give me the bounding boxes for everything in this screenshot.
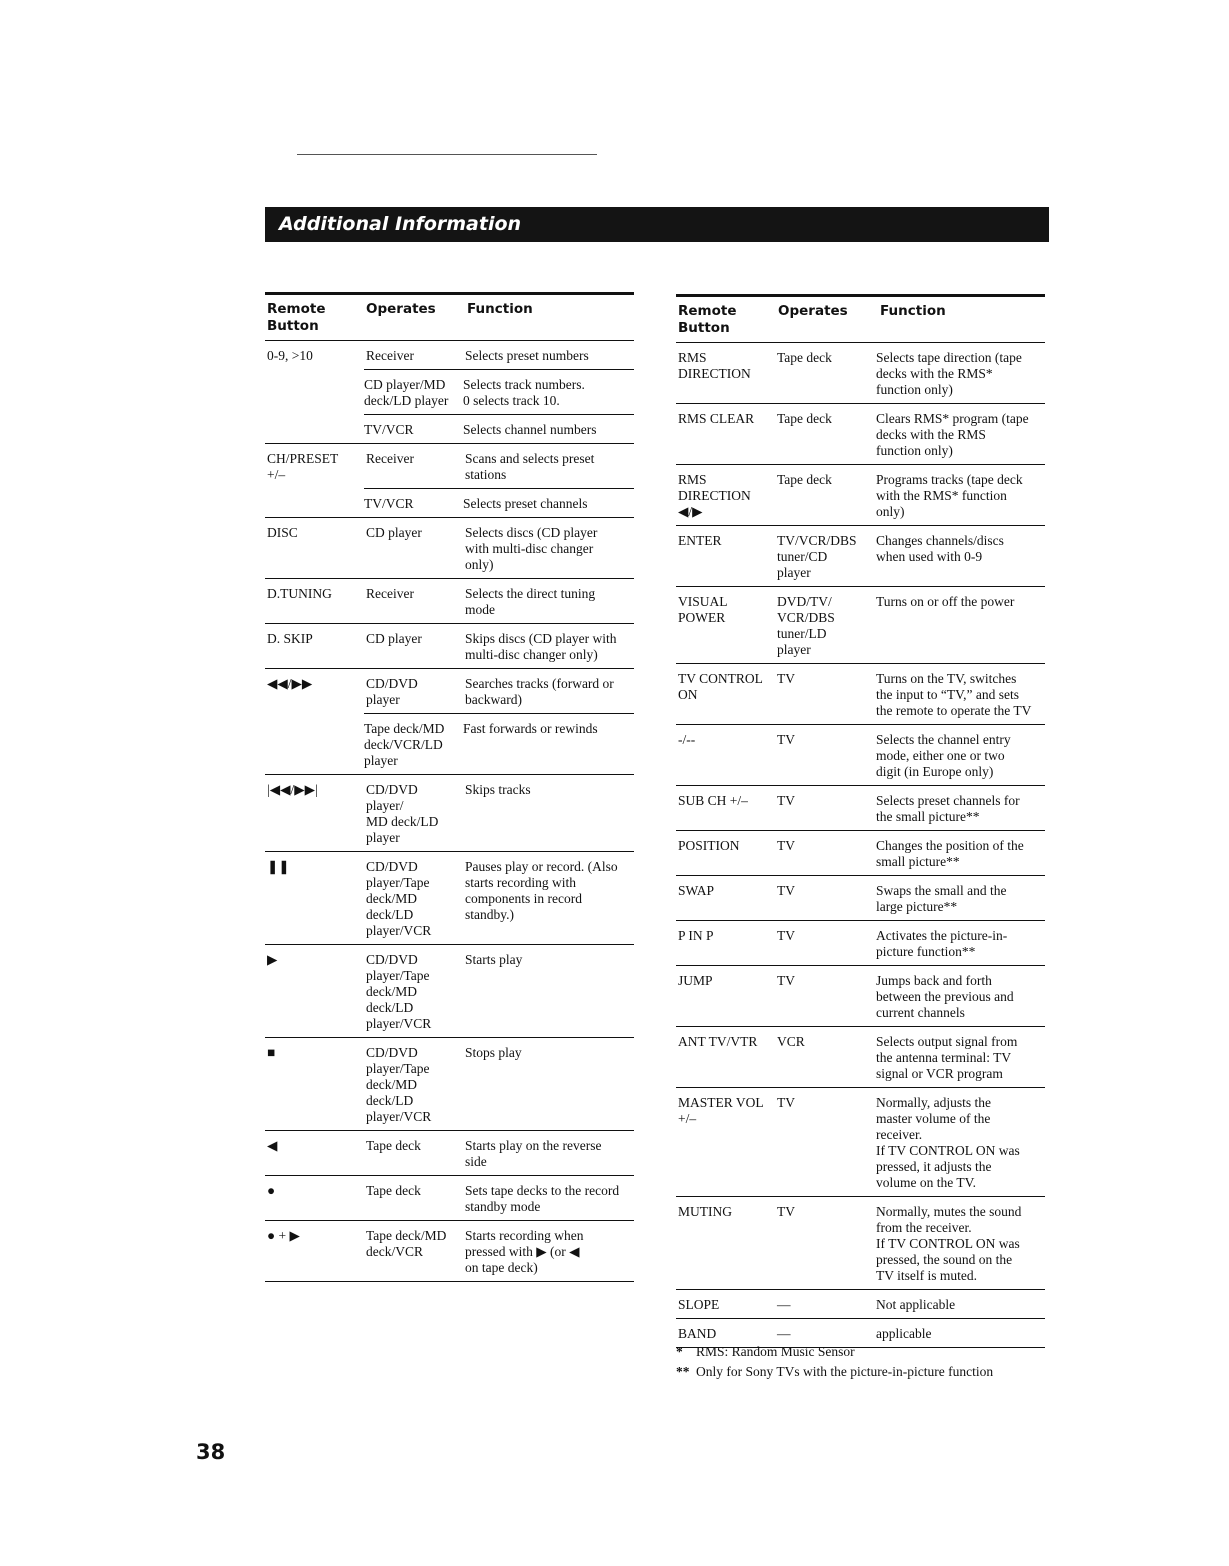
header-remote-button: Remote Button — [678, 303, 737, 336]
operates-cell: TV — [777, 671, 795, 686]
remote-button-name: SUB CH +/– — [678, 793, 748, 808]
function-cell: Normally, adjusts the master volume of the receiver. If TV CONTROL ON was pressed, it adjusts the volume on the TV. — [876, 1095, 1020, 1190]
table-row — [265, 579, 634, 623]
operates-cell: TV/VCR/DBS tuner/CD player — [777, 533, 857, 580]
function-cell: Normally, mutes the sound from the receiver. If TV CONTROL ON was pressed, the sound on the TV itself is muted. — [876, 1204, 1022, 1283]
table-row — [676, 966, 1045, 1026]
table-row — [676, 1197, 1045, 1289]
table-row — [676, 587, 1045, 663]
table-row — [265, 341, 634, 369]
remote-button-name: ❚❚ — [267, 859, 290, 874]
footnote-mark: ** — [676, 1364, 690, 1379]
function-cell: Searches tracks (forward or backward) — [465, 676, 614, 707]
operates-cell: CD/DVD player/ MD deck/LD player — [366, 782, 439, 845]
function-cell: Selects discs (CD player with multi-disc changer only) — [465, 525, 598, 572]
table-row — [676, 786, 1045, 830]
operates-cell: Tape deck — [777, 411, 832, 426]
remote-button-name: ■ — [267, 1045, 276, 1060]
footnote-text: RMS: Random Music Sensor — [696, 1344, 855, 1359]
function-cell: Stops play — [465, 1045, 522, 1060]
remote-button-name: |◀◀/▶▶| — [267, 782, 318, 797]
remote-button-name: ANT TV/VTR — [678, 1034, 758, 1049]
remote-button-name: D. SKIP — [267, 631, 313, 646]
table-row-group — [265, 518, 634, 579]
table-row-group — [676, 404, 1045, 465]
section-banner: Additional Information — [265, 207, 1049, 242]
function-cell: Scans and selects preset stations — [465, 451, 595, 482]
header-function: Function — [467, 301, 533, 317]
remote-table-left — [265, 292, 634, 1282]
function-cell: Skips tracks — [465, 782, 531, 797]
function-cell: Skips discs (CD player with multi-disc changer only) — [465, 631, 617, 662]
operates-cell: DVD/TV/ VCR/DBS tuner/LD player — [777, 594, 835, 657]
function-cell: Programs tracks (tape deck with the RMS* function only) — [876, 472, 1023, 519]
operates-cell: TV — [777, 1204, 795, 1219]
table-row-group — [265, 775, 634, 852]
operates-cell: Receiver — [366, 348, 414, 363]
table-row-group — [265, 1131, 634, 1176]
table-row-group — [676, 526, 1045, 587]
table-row-group — [265, 624, 634, 669]
table-row — [265, 1176, 634, 1220]
table-row — [364, 713, 634, 774]
table-row-group — [676, 587, 1045, 664]
table-row-group — [265, 444, 634, 518]
remote-button-name: ● + ▶ — [267, 1228, 300, 1243]
remote-button-name: ◀ — [267, 1138, 278, 1153]
function-cell: Fast forwards or rewinds — [463, 721, 598, 736]
operates-cell: Receiver — [366, 451, 414, 466]
remote-button-name: ◀◀/▶▶ — [267, 676, 313, 691]
table-row-group — [676, 1027, 1045, 1088]
table-row-group — [265, 669, 634, 775]
operates-cell: — — [777, 1326, 791, 1341]
table-row — [265, 444, 634, 488]
remote-button-name: D.TUNING — [267, 586, 332, 601]
remote-button-name: TV CONTROL ON — [678, 671, 763, 702]
table-row — [676, 1088, 1045, 1196]
operates-cell: CD/DVD player/Tape deck/MD deck/LD player/VCR — [366, 1045, 432, 1124]
table-row-group — [676, 465, 1045, 526]
table-row-group — [265, 1176, 634, 1221]
table-row-group — [676, 1088, 1045, 1197]
function-cell: Not applicable — [876, 1297, 956, 1312]
remote-button-name: ● — [267, 1183, 276, 1198]
operates-cell: TV — [777, 928, 795, 943]
function-cell: Activates the picture-in- picture function** — [876, 928, 1008, 959]
header-operates: Operates — [778, 303, 848, 319]
function-cell: Changes channels/discs when used with 0-9 — [876, 533, 1004, 564]
table-row — [265, 518, 634, 578]
operates-cell: TV/VCR — [364, 496, 414, 511]
header-remote-button: Remote Button — [267, 301, 326, 334]
table-row-group — [265, 1038, 634, 1131]
table-row — [676, 343, 1045, 403]
function-cell: Selects preset numbers — [465, 348, 589, 363]
remote-button-name: 0-9, >10 — [267, 348, 313, 363]
table-header — [265, 292, 634, 341]
remote-button-name: P IN P — [678, 928, 714, 943]
operates-cell: Tape deck — [366, 1138, 421, 1153]
function-cell: Clears RMS* program (tape decks with the RMS function only) — [876, 411, 1029, 458]
function-cell: Selects track numbers. 0 selects track 10. — [463, 377, 585, 408]
table-row-group — [265, 852, 634, 945]
remote-button-name: JUMP — [678, 973, 713, 988]
footnote-text: Only for Sony TVs with the picture-in-picture function — [696, 1364, 994, 1379]
table-row-group — [676, 831, 1045, 876]
table-row — [265, 1131, 634, 1175]
header-function: Function — [880, 303, 946, 319]
table-row — [265, 1038, 634, 1130]
function-cell: Jumps back and forth between the previous and current channels — [876, 973, 1014, 1020]
operates-cell: TV — [777, 973, 795, 988]
footnote — [676, 1362, 993, 1382]
table-row-group — [676, 725, 1045, 786]
table-row-group — [265, 341, 634, 444]
operates-cell: TV/VCR — [364, 422, 414, 437]
function-cell: Starts play on the reverse side — [465, 1138, 602, 1169]
table-row-group — [676, 664, 1045, 725]
operates-cell: Tape deck — [777, 350, 832, 365]
function-cell: Starts recording when pressed with ▶ (or ◀ on tape deck) — [465, 1228, 584, 1275]
table-row-group — [676, 966, 1045, 1027]
page-number: 38 — [196, 1440, 226, 1464]
function-cell: Pauses play or record. (Also starts recording with components in record standby.) — [465, 859, 618, 922]
function-cell: Turns on or off the power — [876, 594, 1015, 609]
operates-cell: CD/DVD player — [366, 676, 418, 707]
table-row — [265, 624, 634, 668]
remote-button-name: ▶ — [267, 952, 278, 967]
operates-cell: CD player — [366, 525, 422, 540]
table-row — [676, 831, 1045, 875]
table-row — [364, 414, 634, 443]
remote-button-name: DISC — [267, 525, 298, 540]
remote-button-name: CH/PRESET +/– — [267, 451, 339, 482]
operates-cell: TV — [777, 732, 795, 747]
remote-button-name: SLOPE — [678, 1297, 720, 1312]
operates-cell: Tape deck/MD deck/VCR/LD player — [364, 721, 445, 768]
operates-cell: Receiver — [366, 586, 414, 601]
table-row — [265, 775, 634, 851]
table-row-group — [265, 1221, 634, 1282]
operates-cell: TV — [777, 883, 795, 898]
operates-cell: CD/DVD player/Tape deck/MD deck/LD player/VCR — [366, 952, 432, 1031]
remote-button-name: POSITION — [678, 838, 740, 853]
table-row-group — [676, 1290, 1045, 1319]
remote-table-right — [676, 294, 1045, 1348]
function-cell: Selects output signal from the antenna terminal: TV signal or VCR program — [876, 1034, 1018, 1081]
table-row-group — [265, 579, 634, 624]
remote-button-name: MUTING — [678, 1204, 732, 1219]
table-row — [364, 488, 634, 517]
remote-button-name: -/-- — [678, 732, 696, 747]
remote-button-name: RMS CLEAR — [678, 411, 755, 426]
table-row — [364, 369, 634, 414]
function-cell: Starts play — [465, 952, 523, 967]
operates-cell: VCR — [777, 1034, 805, 1049]
remote-button-name: SWAP — [678, 883, 715, 898]
table-row — [265, 852, 634, 944]
table-row — [265, 1221, 634, 1281]
table-row — [676, 526, 1045, 586]
function-cell: Selects the channel entry mode, either one or two digit (in Europe only) — [876, 732, 1011, 779]
top-rule — [297, 154, 597, 155]
operates-cell: — — [777, 1297, 791, 1312]
remote-button-name: RMS DIRECTION ◀/▶ — [678, 472, 751, 519]
table-row — [676, 465, 1045, 525]
footnote-mark: * — [676, 1344, 683, 1359]
table-header — [676, 294, 1045, 343]
function-cell: Selects channel numbers — [463, 422, 597, 437]
function-cell: Turns on the TV, switches the input to “TV,” and sets the remote to operate the TV — [876, 671, 1032, 718]
remote-button-name: VISUAL POWER — [678, 594, 728, 625]
function-cell: Swaps the small and the large picture** — [876, 883, 1007, 914]
function-cell: Selects preset channels — [463, 496, 588, 511]
table-row — [265, 945, 634, 1037]
table-row-group — [676, 921, 1045, 966]
table-row-group — [676, 1197, 1045, 1290]
table-row — [676, 664, 1045, 724]
operates-cell: TV — [777, 793, 795, 808]
function-cell: Sets tape decks to the record standby mode — [465, 1183, 620, 1214]
function-cell: applicable — [876, 1326, 932, 1341]
table-row-group — [676, 343, 1045, 404]
remote-button-name: RMS DIRECTION — [678, 350, 751, 381]
table-row — [676, 1027, 1045, 1087]
operates-cell: TV — [777, 838, 795, 853]
table-row — [676, 921, 1045, 965]
table-row-group — [676, 786, 1045, 831]
operates-cell: CD/DVD player/Tape deck/MD deck/LD player/VCR — [366, 859, 432, 938]
remote-button-name: BAND — [678, 1326, 717, 1341]
table-row — [265, 669, 634, 713]
remote-button-name: ENTER — [678, 533, 722, 548]
table-row — [676, 725, 1045, 785]
footnote — [676, 1342, 855, 1362]
operates-cell: TV — [777, 1095, 795, 1110]
operates-cell: Tape deck — [777, 472, 832, 487]
operates-cell: CD player — [366, 631, 422, 646]
function-cell: Selects preset channels for the small picture** — [876, 793, 1020, 824]
table-row-group — [265, 945, 634, 1038]
function-cell: Changes the position of the small picture** — [876, 838, 1024, 869]
table-row — [676, 876, 1045, 920]
operates-cell: Tape deck — [366, 1183, 421, 1198]
table-row — [676, 404, 1045, 464]
table-row — [676, 1290, 1045, 1318]
function-cell: Selects the direct tuning mode — [465, 586, 596, 617]
operates-cell: CD player/MD deck/LD player — [364, 377, 449, 408]
operates-cell: Tape deck/MD deck/VCR — [366, 1228, 447, 1259]
header-operates: Operates — [366, 301, 436, 317]
remote-button-name: MASTER VOL +/– — [678, 1095, 764, 1126]
function-cell: Selects tape direction (tape decks with the RMS* function only) — [876, 350, 1022, 397]
table-row-group — [676, 876, 1045, 921]
